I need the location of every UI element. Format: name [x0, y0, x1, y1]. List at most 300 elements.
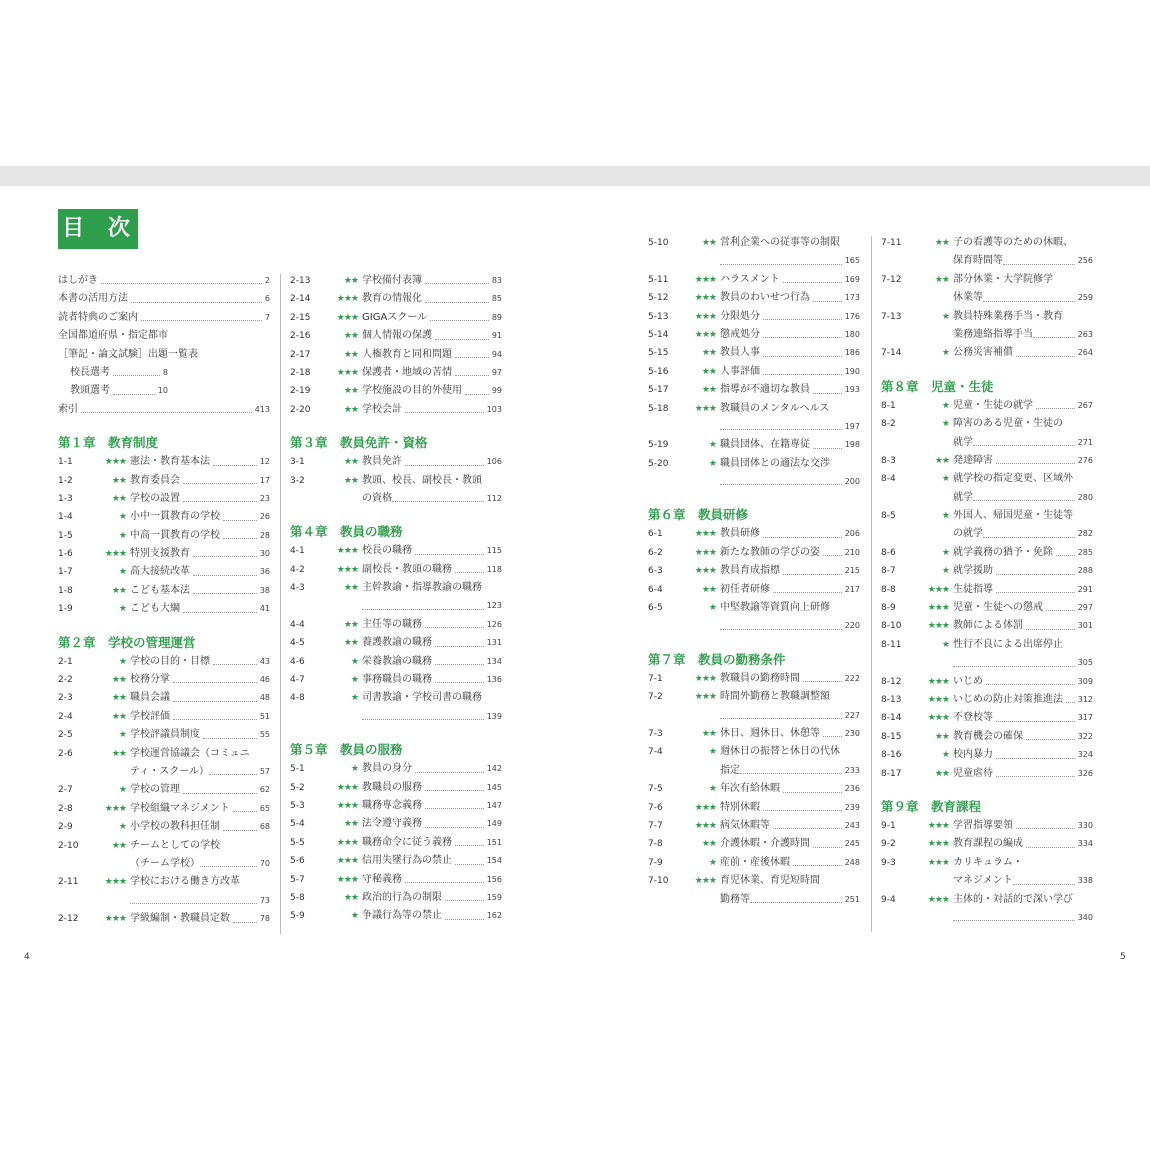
- toc-entry-number: 8-9: [881, 603, 896, 614]
- toc-entry[interactable]: [881, 691, 1093, 709]
- toc-entry[interactable]: [881, 234, 1093, 252]
- importance-stars: ★★★: [927, 839, 949, 850]
- toc-entry-body: [720, 817, 860, 835]
- importance-stars: ★★: [934, 274, 949, 285]
- toc-entry-title: 人権教育と同和問題: [362, 348, 452, 360]
- toc-entry[interactable]: [58, 910, 270, 928]
- toc-entry-page: 36: [259, 567, 270, 577]
- toc-entry-body: [953, 617, 1093, 635]
- toc-entry-page: 222: [844, 673, 860, 683]
- toc-entry[interactable]: [648, 725, 860, 743]
- leader-dots: [813, 381, 842, 393]
- importance-stars: ★★★: [336, 367, 358, 378]
- toc-entry-body: [362, 401, 502, 419]
- leader-dots: [1046, 599, 1075, 611]
- toc-entry-title: 栄養教諭の職務: [362, 655, 432, 667]
- toc-entry[interactable]: [58, 689, 270, 707]
- toc-entry-body: [953, 872, 1093, 890]
- leader-dots: [455, 364, 489, 376]
- toc-entry-continuation: [648, 891, 860, 909]
- toc-entry[interactable]: [290, 579, 502, 597]
- toc-entry-number: 1-2: [58, 475, 73, 486]
- toc-entry[interactable]: [290, 382, 502, 400]
- toc-entry-body: [362, 490, 502, 508]
- toc-entry-title: 教員特殊業務手当・教育: [953, 310, 1063, 322]
- toc-entry-title: 就学: [953, 491, 973, 503]
- toc-entry-number: 8-11: [881, 639, 902, 650]
- toc-entry-body: [362, 453, 502, 471]
- importance-stars: ★★★: [336, 837, 358, 848]
- toc-entry-body: [362, 797, 502, 815]
- toc-entry[interactable]: [290, 290, 502, 308]
- toc-entry-title: 生徒指導: [953, 583, 993, 595]
- toc-entry-title: 校務分掌: [130, 674, 170, 686]
- toc-entry-number: 8-16: [881, 750, 902, 761]
- toc-entry-number: 5-17: [648, 385, 669, 396]
- toc-entry-number: 7-12: [881, 274, 902, 285]
- toc-entry-title: 性行不良による出席停止: [953, 638, 1063, 650]
- toc-entry[interactable]: [290, 453, 502, 471]
- toc-front-item[interactable]: [58, 364, 168, 382]
- importance-stars: ★★★: [694, 692, 716, 703]
- toc-entry[interactable]: [58, 726, 270, 744]
- toc-entry-title: 学校運営協議会（コミュニ: [130, 747, 250, 759]
- toc-entry[interactable]: [881, 817, 1093, 835]
- toc-entry[interactable]: [648, 436, 860, 454]
- toc-entry-number: 7-13: [881, 311, 902, 322]
- chapter-heading: 第４章 教員の職務: [290, 524, 403, 540]
- toc-entry-title: 児童・生徒への懲戒: [953, 602, 1043, 614]
- toc-entry-number: 6-5: [648, 603, 663, 614]
- toc-entry-page: 73: [259, 895, 270, 905]
- toc-entry[interactable]: [648, 780, 860, 798]
- toc-entry-continuation: [881, 252, 1093, 270]
- leader-dots: [953, 654, 1075, 666]
- toc-entry[interactable]: [290, 907, 502, 925]
- toc-entry[interactable]: [648, 326, 860, 344]
- toc-item-page: 7: [264, 312, 270, 322]
- toc-entry-number: 3-2: [290, 475, 305, 486]
- toc-entry[interactable]: [290, 653, 502, 671]
- importance-stars: ★★★: [694, 547, 716, 558]
- importance-stars: ★★★: [694, 673, 716, 684]
- toc-entry[interactable]: [290, 815, 502, 833]
- toc-entry-number: 7-2: [648, 692, 663, 703]
- toc-entry[interactable]: [648, 271, 860, 289]
- importance-stars: ★: [708, 747, 716, 758]
- toc-entry[interactable]: [58, 745, 270, 763]
- toc-entry-number: 2-15: [290, 312, 311, 323]
- toc-entry[interactable]: [58, 508, 270, 526]
- toc-entry[interactable]: [648, 854, 860, 872]
- toc-entry-number: 5-6: [290, 856, 305, 867]
- toc-entry-number: 8-7: [881, 566, 896, 577]
- toc-entry[interactable]: [881, 562, 1093, 580]
- toc-entry[interactable]: [648, 344, 860, 362]
- toc-entry-title: 司書教諭・学校司書の職務: [362, 692, 482, 704]
- toc-entry-body: [720, 599, 860, 617]
- toc-entry[interactable]: [290, 852, 502, 870]
- toc-entry[interactable]: [881, 636, 1093, 654]
- toc-entry[interactable]: [58, 837, 270, 855]
- toc-entry-body: [362, 815, 502, 833]
- chapter-heading: 第５章 教員の服務: [290, 742, 403, 758]
- toc-entry-page: 118: [486, 564, 502, 574]
- leader-dots: [720, 617, 842, 629]
- importance-stars: ★★: [111, 748, 126, 759]
- toc-entry-number: 1-4: [58, 512, 73, 523]
- toc-entry-number: 5-8: [290, 892, 305, 903]
- toc-entry-body: [362, 309, 502, 327]
- toc-front-item[interactable]: [58, 401, 270, 419]
- toc-entry-body: [362, 472, 502, 490]
- toc-entry-page: 322: [1077, 731, 1093, 741]
- toc-entry-page: 206: [844, 529, 860, 539]
- toc-entry-title: 学習指導要領: [953, 819, 1013, 831]
- toc-entry[interactable]: [881, 765, 1093, 783]
- toc-entry-body: [720, 234, 860, 252]
- toc-front-item[interactable]: [58, 327, 270, 345]
- toc-entry[interactable]: [648, 817, 860, 835]
- leader-dots: [783, 271, 842, 283]
- toc-entry-title: 学校の目的・目標: [130, 655, 210, 667]
- toc-entry-title: 法令遵守義務: [362, 818, 422, 830]
- leader-dots: [455, 346, 489, 358]
- toc-entry-page: 106: [486, 457, 502, 467]
- toc-entry-title: 学校会計: [362, 403, 402, 415]
- toc-entry-title: 学校施設の目的外使用: [362, 385, 462, 397]
- toc-entry-page: 309: [1077, 676, 1093, 686]
- importance-stars: ★★★: [927, 603, 949, 614]
- toc-entry[interactable]: [290, 401, 502, 419]
- toc-entry-page: 12: [259, 457, 270, 467]
- toc-entry-body: [130, 708, 270, 726]
- leader-dots: [223, 527, 257, 539]
- toc-front-item[interactable]: [58, 346, 270, 364]
- toc-entry[interactable]: [881, 728, 1093, 746]
- toc-entry-page: 142: [486, 764, 502, 774]
- toc-entry-continuation: [881, 654, 1093, 672]
- toc-entry-body: [720, 707, 860, 725]
- toc-entry[interactable]: [881, 397, 1093, 415]
- importance-stars: ★: [941, 400, 949, 411]
- toc-entry[interactable]: [290, 542, 502, 560]
- importance-stars: ★★: [934, 768, 949, 779]
- toc-entry[interactable]: [648, 308, 860, 326]
- toc-entry[interactable]: [290, 346, 502, 364]
- toc-entry[interactable]: [881, 835, 1093, 853]
- toc-item-page: 8: [162, 367, 168, 377]
- leader-dots: [200, 855, 257, 867]
- importance-stars: ★★★: [694, 329, 716, 340]
- leader-dots: [763, 326, 842, 338]
- toc-entry-number: 8-1: [881, 400, 896, 411]
- toc-entry-page: 123: [486, 601, 502, 611]
- toc-entry[interactable]: [648, 525, 860, 543]
- toc-entry[interactable]: [290, 472, 502, 490]
- toc-entry[interactable]: [290, 834, 502, 852]
- leader-dots: [1016, 817, 1075, 829]
- toc-entry[interactable]: [58, 800, 270, 818]
- toc-entry-title: 職員団体、在籍専従: [720, 439, 810, 451]
- toc-entry[interactable]: [881, 709, 1093, 727]
- toc-entry-number: 8-17: [881, 768, 902, 779]
- toc-entry-continuation: [881, 326, 1093, 344]
- leader-dots: [425, 779, 484, 791]
- toc-front-item[interactable]: [58, 272, 270, 290]
- toc-entry[interactable]: [290, 616, 502, 634]
- toc-entry[interactable]: [648, 544, 860, 562]
- importance-stars: ★★★: [927, 676, 949, 687]
- toc-entry[interactable]: [648, 289, 860, 307]
- importance-stars: ★★★: [694, 566, 716, 577]
- toc-front-item[interactable]: [58, 290, 270, 308]
- toc-entry-number: 5-19: [648, 440, 669, 451]
- toc-entry-page: 330: [1077, 820, 1093, 830]
- toc-entry-body: [720, 670, 860, 688]
- toc-entry[interactable]: [881, 673, 1093, 691]
- toc-entry[interactable]: [648, 743, 860, 761]
- toc-entry-body: [130, 490, 270, 508]
- toc-entry-number: 7-11: [881, 238, 902, 248]
- toc-entry-title: 教育の情報化: [362, 293, 422, 305]
- leader-dots: [973, 489, 1075, 501]
- toc-entry[interactable]: [58, 453, 270, 471]
- toc-entry-title: 養護教諭の職務: [362, 637, 432, 649]
- toc-entry-page: 267: [1077, 400, 1093, 410]
- toc-entry-title: 教員研修: [720, 528, 760, 540]
- importance-stars: ★★: [701, 348, 716, 359]
- toc-entry[interactable]: [648, 688, 860, 706]
- toc-entry[interactable]: [58, 671, 270, 689]
- toc-entry[interactable]: [881, 891, 1093, 909]
- toc-entry[interactable]: [290, 327, 502, 345]
- toc-entry[interactable]: [58, 490, 270, 508]
- toc-entry[interactable]: [58, 582, 270, 600]
- toc-entry-title: 不登校等: [953, 712, 993, 724]
- toc-entry[interactable]: [58, 600, 270, 618]
- toc-entry[interactable]: [58, 472, 270, 490]
- toc-entry-body: [953, 271, 1093, 289]
- importance-stars: ★★: [111, 711, 126, 722]
- toc-entry[interactable]: [648, 400, 860, 418]
- toc-entry-page: 282: [1077, 529, 1093, 539]
- toc-entry-number: 8-6: [881, 547, 896, 558]
- toc-item-title: 全国都道府県・指定都市: [58, 330, 168, 342]
- importance-stars: ★: [941, 566, 949, 577]
- toc-entry[interactable]: [881, 344, 1093, 362]
- toc-entry[interactable]: [290, 689, 502, 707]
- toc-entry-title: 新たな教師の学びの姿: [720, 546, 820, 558]
- importance-stars: ★: [350, 656, 358, 667]
- leader-dots: [973, 434, 1075, 446]
- toc-entry[interactable]: [648, 234, 860, 252]
- toc-entry-page: 264: [1077, 348, 1093, 358]
- toc-entry[interactable]: [881, 271, 1093, 289]
- toc-entry[interactable]: [881, 507, 1093, 525]
- toc-entry-title: 公務災害補償: [953, 347, 1013, 359]
- toc-entry-page: 17: [259, 475, 270, 485]
- toc-entry[interactable]: [290, 364, 502, 382]
- toc-entry-number: 8-2: [881, 419, 896, 430]
- toc-entry-page: 131: [486, 638, 502, 648]
- toc-entry[interactable]: [58, 781, 270, 799]
- toc-entry-number: 6-4: [648, 584, 663, 595]
- toc-entry-title: 小学校の教科担任制: [130, 821, 220, 833]
- toc-entry[interactable]: [290, 797, 502, 815]
- toc-entry[interactable]: [58, 818, 270, 836]
- toc-entry[interactable]: [290, 634, 502, 652]
- toc-entry[interactable]: [290, 760, 502, 778]
- toc-entry[interactable]: [648, 835, 860, 853]
- leader-dots: [996, 452, 1075, 464]
- leader-dots: [130, 892, 257, 904]
- toc-entry-page: 136: [486, 675, 502, 685]
- chapter-heading: 第１章 教育制度: [58, 435, 159, 451]
- toc-entry-title: 職員団体との適法な交渉: [720, 457, 830, 469]
- chapter-heading: 第９章 教育課程: [881, 798, 982, 814]
- toc-entry[interactable]: [881, 470, 1093, 488]
- toc-entry[interactable]: [881, 452, 1093, 470]
- leader-dots: [209, 763, 257, 775]
- toc-entry[interactable]: [881, 308, 1093, 326]
- toc-entry-page: 190: [844, 366, 860, 376]
- toc-entry[interactable]: [648, 799, 860, 817]
- toc-entry-title: 年次有給休暇: [720, 783, 780, 795]
- toc-entry[interactable]: [648, 381, 860, 399]
- toc-entry[interactable]: [58, 527, 270, 545]
- toc-entry[interactable]: [58, 708, 270, 726]
- toc-entry-number: 4-4: [290, 619, 305, 630]
- toc-entry[interactable]: [58, 873, 270, 891]
- toc-entry-body: [953, 507, 1093, 525]
- toc-front-item[interactable]: [58, 309, 270, 327]
- importance-stars: ★★★: [336, 546, 358, 557]
- toc-entry[interactable]: [648, 581, 860, 599]
- toc-entry-body: [130, 671, 270, 689]
- toc-entry[interactable]: [881, 544, 1093, 562]
- toc-entry-title: 子の看護等のための休暇、: [953, 237, 1073, 248]
- toc-entry[interactable]: [881, 599, 1093, 617]
- toc-entry[interactable]: [290, 779, 502, 797]
- importance-stars: ★: [708, 857, 716, 868]
- toc-entry-page: 338: [1077, 876, 1093, 886]
- toc-front-item[interactable]: [58, 382, 168, 400]
- toc-entry[interactable]: [881, 617, 1093, 635]
- toc-entry-continuation: [648, 418, 860, 436]
- toc-entry-body: [720, 617, 860, 635]
- toc-entry-number: 1-6: [58, 549, 73, 560]
- importance-stars: ★★★: [694, 403, 716, 414]
- toc-entry-title: の就学: [953, 528, 983, 540]
- toc-entry-page: 285: [1077, 547, 1093, 557]
- toc-entry-body: [720, 418, 860, 436]
- toc-entry[interactable]: [881, 415, 1093, 433]
- toc-entry-body: [362, 597, 502, 615]
- toc-entry[interactable]: [881, 746, 1093, 764]
- toc-entry-title: 教員人事: [720, 347, 760, 359]
- toc-entry-title: 時間外勤務と教職調整額: [720, 691, 830, 703]
- leader-dots: [183, 490, 257, 502]
- chapter-heading: 第７章 教員の勤務条件: [648, 651, 786, 667]
- toc-entry-title: 憲法・教育基本法: [130, 456, 210, 468]
- toc-entry-title: 分限処分: [720, 310, 760, 322]
- importance-stars: ★★: [343, 386, 358, 397]
- toc-entry-title: 就学義務の猶予・免除: [953, 546, 1053, 558]
- toc-entry-continuation: [290, 708, 502, 726]
- toc-entry-body: [953, 835, 1093, 853]
- toc-entry[interactable]: [290, 561, 502, 579]
- leader-dots: [193, 545, 257, 557]
- toc-entry[interactable]: [290, 871, 502, 889]
- toc-entry-page: 288: [1077, 566, 1093, 576]
- toc-entry-number: 2-19: [290, 386, 311, 397]
- toc-entry[interactable]: [648, 670, 860, 688]
- importance-stars: ★★: [111, 693, 126, 704]
- toc-entry-page: 165: [844, 256, 860, 266]
- toc-entry[interactable]: [58, 545, 270, 563]
- importance-stars: ★: [941, 511, 949, 522]
- importance-stars: ★★: [934, 455, 949, 466]
- toc-entry-title: 教員の身分: [362, 763, 412, 775]
- toc-entry[interactable]: [290, 272, 502, 290]
- toc-entry[interactable]: [648, 599, 860, 617]
- column-divider: [871, 236, 872, 932]
- toc-entry-title: 部分休業・大学院修学: [953, 273, 1053, 285]
- toc-entry-page: 230: [844, 728, 860, 738]
- toc-entry[interactable]: [290, 309, 502, 327]
- toc-entry-body: [953, 909, 1093, 927]
- toc-entry-page: 55: [259, 730, 270, 740]
- toc-entry-title: 教員免許: [362, 456, 402, 468]
- toc-entry[interactable]: [648, 872, 860, 890]
- toc-entry-number: 9-3: [881, 857, 896, 868]
- toc-entry[interactable]: [648, 562, 860, 580]
- toc-entry[interactable]: [881, 854, 1093, 872]
- toc-entry-body: [362, 542, 502, 560]
- toc-entry-body: [362, 616, 502, 634]
- toc-entry-title: マネジメント: [953, 875, 1013, 887]
- toc-entry-number: 8-15: [881, 731, 902, 742]
- toc-entry-body: [362, 272, 502, 290]
- toc-entry[interactable]: [648, 455, 860, 473]
- toc-entry-page: 239: [844, 802, 860, 812]
- importance-stars: ★★: [934, 238, 949, 248]
- toc-entry-title: 保育時間等: [953, 255, 1003, 267]
- importance-stars: ★: [350, 675, 358, 686]
- toc-entry[interactable]: [881, 581, 1093, 599]
- toc-item-title: 索引: [58, 403, 78, 415]
- toc-entry[interactable]: [58, 563, 270, 581]
- toc-entry-page: 154: [486, 856, 502, 866]
- toc-entry[interactable]: [648, 363, 860, 381]
- toc-entry[interactable]: [58, 653, 270, 671]
- top-gray-band: [0, 166, 1150, 186]
- toc-entry-body: [953, 489, 1093, 507]
- importance-stars: ★: [941, 348, 949, 359]
- importance-stars: ★★★: [104, 457, 126, 468]
- toc-entry[interactable]: [290, 889, 502, 907]
- toc-entry-number: 2-6: [58, 748, 73, 759]
- toc-entry-number: 8-12: [881, 676, 902, 687]
- importance-stars: ★★: [111, 493, 126, 504]
- toc-entry[interactable]: [290, 671, 502, 689]
- toc-entry-title: ティ・スクール）: [130, 765, 209, 777]
- toc-entry-title: 産前・産後休暇: [720, 856, 790, 868]
- toc-entry-page: 48: [259, 693, 270, 703]
- importance-stars: ★★: [343, 819, 358, 830]
- toc-entry-body: [362, 779, 502, 797]
